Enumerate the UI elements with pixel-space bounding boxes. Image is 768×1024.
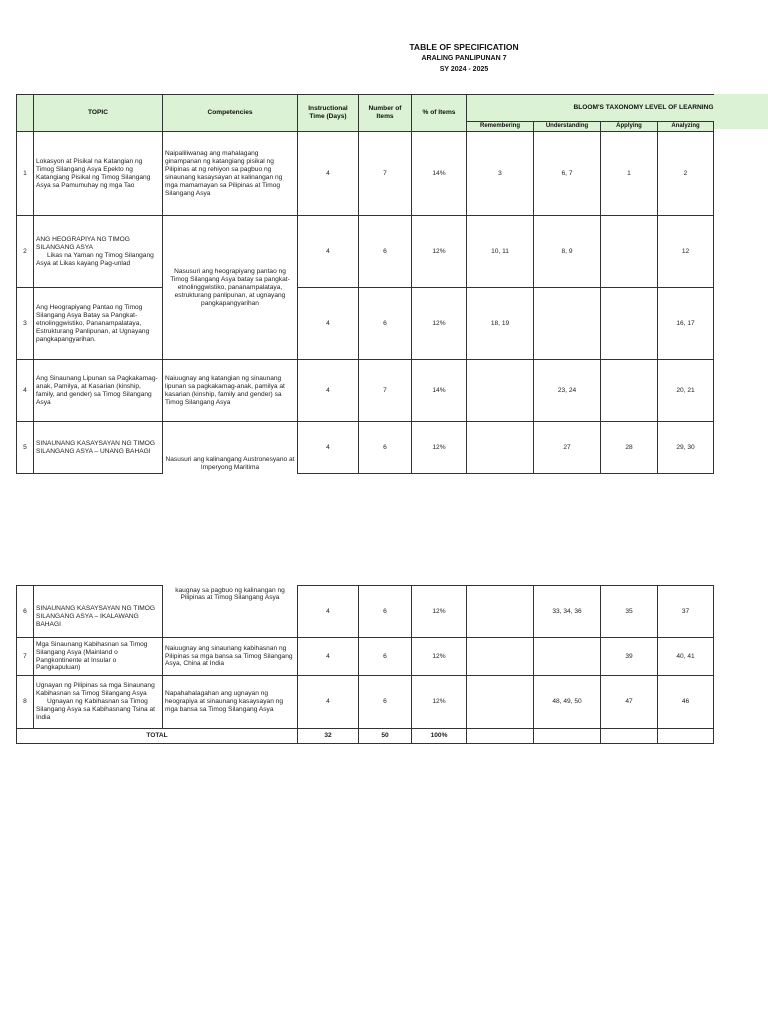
percent-cell: 12% [412, 638, 467, 676]
analyzing-cell: 2 [658, 132, 714, 216]
applying-header: Applying [601, 122, 658, 132]
doc-title: TABLE OF SPECIFICATION [409, 42, 519, 52]
analyzing-cell: 37 [658, 586, 714, 638]
total-remembering [467, 729, 534, 744]
remembering-cell: 10, 11 [467, 216, 534, 288]
total-percent: 100% [412, 729, 467, 744]
percent-header: % of Items [412, 95, 467, 132]
percent-cell: 12% [412, 216, 467, 288]
items-header: Number of Items [359, 95, 412, 132]
topic-cell: SINAUNANG KASAYSAYAN NG TIMOG SILANGANG ASYA – IKALAWANG BAHAGI [34, 586, 163, 638]
time-cell: 4 [298, 288, 359, 360]
topic-cell: Ang Heograpiyang Pantao ng Timog Silangang Asya Batay sa Pangkat-etnolinggwistiko, Pananampalataya, Estrukturang Panlipunan, at Ugnayang pangkapangyarihan. [34, 288, 163, 360]
spec-table-part2 [16, 585, 714, 744]
items-cell: 7 [359, 360, 412, 422]
row-number: 3 [17, 288, 34, 360]
time-cell: 4 [298, 586, 359, 638]
competencies-header: Competencies [163, 95, 298, 132]
table-row [17, 360, 714, 422]
analyzing-header: Analyzing [658, 122, 714, 132]
total-understanding [534, 729, 601, 744]
remembering-cell [467, 586, 534, 638]
applying-cell [601, 288, 658, 360]
table-row [17, 132, 714, 216]
remembering-cell: 3 [467, 132, 534, 216]
analyzing-cell: 12 [658, 216, 714, 288]
applying-cell: 47 [601, 676, 658, 729]
row-number: 8 [17, 676, 34, 729]
items-cell: 6 [359, 638, 412, 676]
analyzing-cell: 40, 41 [658, 638, 714, 676]
row-number: 7 [17, 638, 34, 676]
time-cell: 4 [298, 360, 359, 422]
understanding-cell: 6, 7 [534, 132, 601, 216]
understanding-cell: 48, 49, 50 [534, 676, 601, 729]
table-row [17, 676, 714, 729]
competency-cell: Nasusuri ang kalinangang Austronesyano at Imperyong Maritima [163, 422, 298, 474]
remembering-cell [467, 676, 534, 729]
time-cell: 4 [298, 638, 359, 676]
time-cell: 4 [298, 676, 359, 729]
topic-cell: Ugnayan ng Pilipinas sa mga Sinaunang Kabihasnan sa Timog Silangang Asya Ugnayan ng Kabihasnan sa Timog Silangang Asya sa Kabihasnang Tsina at India [34, 676, 163, 729]
spec-table-part1 [16, 94, 714, 474]
items-cell: 6 [359, 216, 412, 288]
total-applying [601, 729, 658, 744]
remembering-header: Remembering [467, 122, 534, 132]
remembering-cell [467, 638, 534, 676]
analyzing-cell: 16, 17 [658, 288, 714, 360]
competency-cell: Napahahalagahan ang ugnayan ng heograpiya at sinaunang kasaysayan ng mga bansa sa Timog Silangang Asya [163, 676, 298, 729]
items-cell: 6 [359, 422, 412, 474]
doc-school-year: SY 2024 - 2025 [439, 66, 489, 73]
row-number: 6 [17, 586, 34, 638]
total-items: 50 [359, 729, 412, 744]
row-number: 4 [17, 360, 34, 422]
topic-cell: SINAUNANG KASAYSAYAN NG TIMOG SILANGANG ASYA – UNANG BAHAGI [34, 422, 163, 474]
understanding-header: Understanding [534, 122, 601, 132]
analyzing-cell: 20, 21 [658, 360, 714, 422]
understanding-cell: 8, 9 [534, 216, 601, 288]
time-header: Instructional Time (Days) [298, 95, 359, 132]
blooms-header: BLOOM'S TAXONOMY LEVEL OF LEARNING [467, 95, 714, 122]
topic-header: TOPIC [34, 95, 163, 132]
topic-cell: ANG HEOGRAPIYA NG TIMOG SILANGANG ASYA Likas na Yaman ng Timog Silangang Asya at Likas kayang Pag-unlad [34, 216, 163, 288]
applying-cell [601, 216, 658, 288]
percent-cell: 14% [412, 132, 467, 216]
percent-cell: 12% [412, 676, 467, 729]
remembering-cell [467, 422, 534, 474]
items-cell: 6 [359, 586, 412, 638]
competency-cell-continued: kaugnay sa pagbuo ng kalinangan ng Pilipinas at Timog Silangang Asya [163, 586, 298, 638]
row-number: 5 [17, 422, 34, 474]
items-cell: 6 [359, 288, 412, 360]
table-row [17, 638, 714, 676]
header-overflow-fill [713, 94, 768, 129]
table-row [17, 422, 714, 474]
no-header-cell [17, 95, 34, 132]
percent-cell: 12% [412, 422, 467, 474]
items-cell: 7 [359, 132, 412, 216]
topic-cell: Ang Sinaunang Lipunan sa Pagkakamag-anak, Pamilya, at Kasarian (kinship, family, and gender) sa Timog Silangang Asya [34, 360, 163, 422]
row-number: 2 [17, 216, 34, 288]
understanding-cell [534, 288, 601, 360]
applying-cell: 28 [601, 422, 658, 474]
applying-cell: 39 [601, 638, 658, 676]
understanding-cell: 27 [534, 422, 601, 474]
items-cell: 6 [359, 676, 412, 729]
competency-cell: Naiuugnay ang sinaunang kabihasnan ng Pilipinas sa mga bansa sa Timog Silangang Asya, China at India [163, 638, 298, 676]
applying-cell: 35 [601, 586, 658, 638]
table-row [17, 586, 714, 638]
percent-cell: 12% [412, 288, 467, 360]
time-cell: 4 [298, 132, 359, 216]
topic-cell: Lokasyon at Pisikal na Katangian ng Timog Silangang Asya Epekto ng Katangiang Pisikal ng Timog Silangang Asya sa Pamumuhay ng mga Tao [34, 132, 163, 216]
percent-cell: 14% [412, 360, 467, 422]
table-row [17, 288, 714, 360]
understanding-cell: 23, 24 [534, 360, 601, 422]
competency-cell: Naiuugnay ang katangian ng sinaunang lipunan sa pagkakamag-anak, pamilya at kasarian (kinship, family and gender) sa Timog Silangang Asya [163, 360, 298, 422]
total-time: 32 [298, 729, 359, 744]
time-cell: 4 [298, 216, 359, 288]
percent-cell: 12% [412, 586, 467, 638]
remembering-cell: 18, 19 [467, 288, 534, 360]
table-row [17, 216, 714, 288]
understanding-cell: 33, 34, 36 [534, 586, 601, 638]
analyzing-cell: 46 [658, 676, 714, 729]
competency-cell-merged: Nasusuri ang heograpiyang pantao ng Timog Silangang Asya batay sa pangkat-etnolinggwistiko, pananampalataya, estrukturang panlipunan, at ugnayang pangkapangyarihan [163, 216, 298, 360]
total-analyzing [658, 729, 714, 744]
competency-cell: Naipaliliwanag ang mahalagang ginampanan ng katangiang pisikal ng Pilipinas at ng rehiyon sa pagbuo ng sinaunang kasaysayan at kalinangan ng mga mamamayan sa Pilipinas at Timog Silangang Asya [163, 132, 298, 216]
understanding-cell [534, 638, 601, 676]
applying-cell: 1 [601, 132, 658, 216]
analyzing-cell: 29, 30 [658, 422, 714, 474]
topic-cell: Mga Sinaunang Kabihasnan sa Timog Silangang Asya (Mainland o Pangkontinente at Insular o Pangkapuluan) [34, 638, 163, 676]
total-row [17, 729, 714, 744]
doc-subject: ARALING PANLIPUNAN 7 [421, 55, 507, 62]
time-cell: 4 [298, 422, 359, 474]
row-number: 1 [17, 132, 34, 216]
applying-cell [601, 360, 658, 422]
total-label: TOTAL [17, 729, 298, 744]
remembering-cell [467, 360, 534, 422]
